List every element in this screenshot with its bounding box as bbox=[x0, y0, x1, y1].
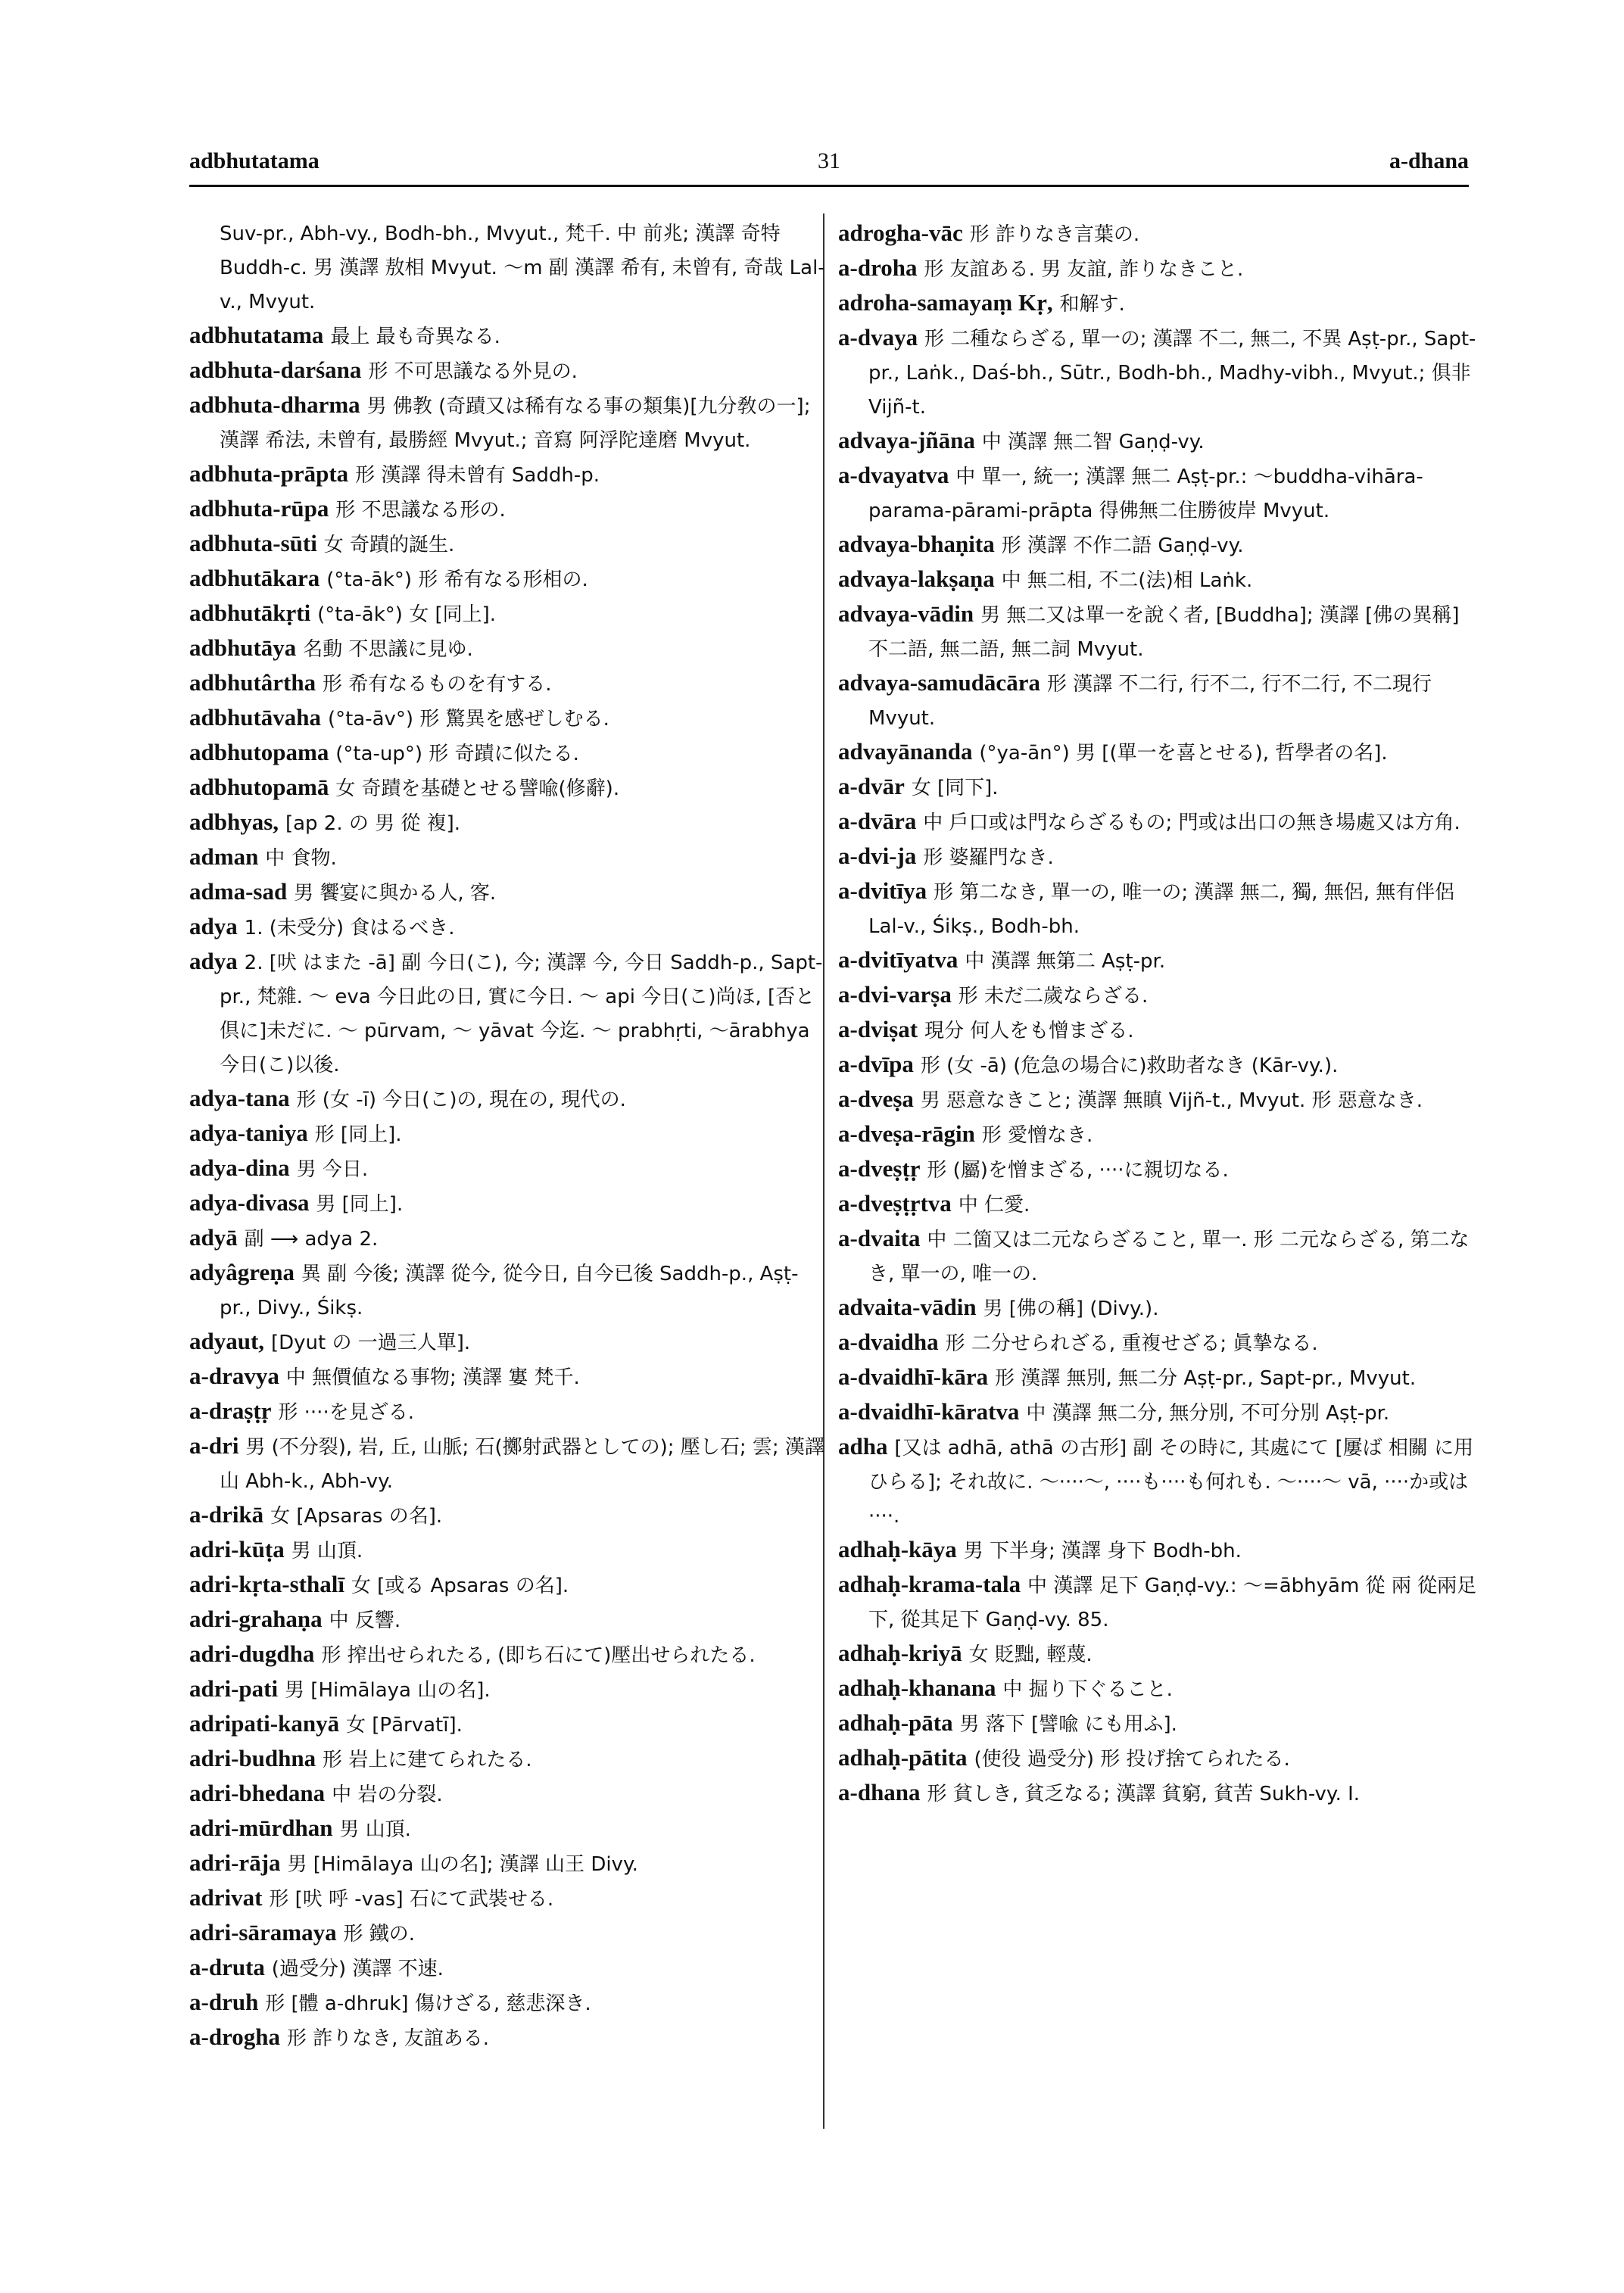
header-right-guideword: a-dhana bbox=[1389, 148, 1469, 173]
entry-definition: 形 友誼ある. 男 友誼, 詐りなきこと. bbox=[924, 258, 1244, 281]
dictionary-entry bbox=[189, 1951, 829, 1986]
entry-headword: adri-sāramaya bbox=[189, 1919, 337, 1946]
entry-definition: 形 第二なき, 單一の, 唯一の; 漢譯 無二, 獨, 無侶, 無有伴侶 Lal-v., Śikṣ., Bodh-bh. bbox=[868, 881, 1455, 938]
entry-definition: (°ta-āk°) 女 [同上]. bbox=[317, 603, 497, 626]
dictionary-entry bbox=[189, 492, 829, 527]
entry-headword: adman bbox=[189, 843, 259, 870]
entry-definition: 男 今日. bbox=[296, 1158, 369, 1181]
entry-definition: 女 奇蹟を基礎とせる譬喩(修辭). bbox=[335, 777, 620, 800]
entry-definition: (°ta-āk°) 形 希有なる形相の. bbox=[326, 569, 588, 591]
dictionary-entry bbox=[189, 1429, 829, 1498]
entry-definition: 中 戶口或は門ならざるもの; 門或は出口の無き場處又は方角. bbox=[923, 812, 1460, 834]
entry-headword: adbhutākṛti bbox=[189, 600, 311, 626]
entry-definition: 男 佛教 (奇蹟又は稀有なる事の類集)[九分敎の一]; 漢譯 希法, 未曾有, 最勝經 Mvyut.; 音寫 阿浮陀達磨 Mvyut. bbox=[220, 395, 811, 452]
entry-definition: Suv-pr., Abh-vy., Bodh-bh., Mvyut., 梵千. 中 前兆; 漢譯 奇特 Buddh-c. 男 漢譯 敖相 Mvyut. 〜m 副 漢譯 希有, 未曾有, 奇哉 Lal-v., Mvyut. bbox=[220, 223, 825, 313]
dictionary-entry bbox=[189, 875, 829, 910]
dictionary-entry bbox=[189, 457, 829, 492]
entry-definition: 現分 何人をも憎まざる. bbox=[924, 1020, 1134, 1042]
entry-headword: adri-kūṭa bbox=[189, 1536, 285, 1562]
entry-definition: 男 山頂. bbox=[291, 1540, 363, 1562]
entry-definition: 中 漢譯 無第二 Aṣṭ-pr. bbox=[965, 950, 1166, 973]
entry-definition: 男 落下 [譬喩 にも用ふ]. bbox=[959, 1713, 1177, 1736]
dictionary-entry bbox=[189, 597, 829, 631]
entry-headword: adbhuta-rūpa bbox=[189, 495, 329, 522]
entry-definition: 形 漢譯 無別, 無二分 Aṣṭ-pr., Sapt-pr., Mvyut. bbox=[995, 1367, 1417, 1390]
entry-definition: (°ta-āv°) 形 驚異を感ぜしむる. bbox=[327, 708, 609, 731]
header-rule bbox=[189, 185, 1469, 187]
entry-definition: 副 ⟶ adya 2. bbox=[244, 1228, 379, 1251]
right-column bbox=[838, 217, 1478, 1811]
entry-definition: 男 (不分裂), 岩, 丘, 山脈; 石(擲射武器としての); 壓し石; 雲; 漢譯 山 Abh-k., Abh-vy. bbox=[220, 1436, 824, 1493]
entry-headword: a-druta bbox=[189, 1954, 265, 1980]
entry-definition: 形 希有なるものを有する. bbox=[323, 673, 552, 696]
entry-headword: a-dvaidhī-kāra bbox=[838, 1363, 989, 1390]
entry-definition: 形 漢譯 不二行, 行不二, 行不二行, 不二現行 Mvyut. bbox=[868, 673, 1432, 730]
dictionary-entry bbox=[189, 736, 829, 771]
entry-headword: adya bbox=[189, 913, 238, 939]
dictionary-entry bbox=[838, 1637, 1478, 1671]
dictionary-entry bbox=[189, 771, 829, 805]
entry-headword: adyâgreṇa bbox=[189, 1259, 295, 1285]
dictionary-entry bbox=[189, 319, 829, 354]
entry-headword: adbhutāvaha bbox=[189, 704, 322, 731]
entry-headword: a-dvaidhī-kāratva bbox=[838, 1398, 1020, 1425]
entry-headword: advaya-lakṣaṇa bbox=[838, 565, 995, 592]
dictionary-entry bbox=[838, 459, 1478, 528]
entry-headword: adbhutopamā bbox=[189, 774, 329, 800]
entry-headword: adri-mūrdhan bbox=[189, 1815, 333, 1841]
dictionary-entry bbox=[838, 1117, 1478, 1152]
entry-headword: adbhutatama bbox=[189, 322, 324, 348]
entry-headword: advaita-vādin bbox=[838, 1294, 977, 1320]
dictionary-entry bbox=[189, 1742, 829, 1777]
entry-headword: adya bbox=[189, 948, 238, 974]
entry-definition: 形 [吠 呼 -vas] 石にて武裝せる. bbox=[269, 1888, 554, 1911]
entry-definition: 男 [Himālaya 山の名]; 漢譯 山王 Divy. bbox=[287, 1853, 638, 1876]
entry-definition: 形 ····を見ざる. bbox=[278, 1401, 414, 1424]
entry-definition: 形 愛憎なき. bbox=[981, 1124, 1093, 1147]
entry-definition: 形 貧しき, 貧乏なる; 漢譯 貧窮, 貧苦 Sukh-vy. I. bbox=[927, 1783, 1361, 1805]
entry-headword: adhaḥ-pāta bbox=[838, 1709, 953, 1736]
dictionary-entry bbox=[838, 1360, 1478, 1395]
dictionary-entry bbox=[838, 1326, 1478, 1360]
dictionary-entry bbox=[189, 701, 829, 736]
entry-definition: 中 仁愛. bbox=[958, 1194, 1030, 1217]
entry-headword: adyaut, bbox=[189, 1328, 265, 1354]
dictionary-entry bbox=[189, 1394, 829, 1429]
dictionary-entry bbox=[189, 1986, 829, 2020]
entry-headword: adya-divasa bbox=[189, 1189, 310, 1216]
dictionary-entry bbox=[189, 217, 829, 319]
dictionary-entry bbox=[838, 735, 1478, 770]
page-number: 31 bbox=[818, 148, 840, 173]
entry-definition: 最上 最も奇異なる. bbox=[330, 326, 500, 348]
dictionary-entry bbox=[838, 666, 1478, 735]
entry-headword: adri-pati bbox=[189, 1675, 279, 1702]
dictionary-entry bbox=[189, 1360, 829, 1394]
dictionary-entry bbox=[189, 354, 829, 388]
entry-headword: a-dvāra bbox=[838, 808, 917, 834]
entry-definition: 中 單一, 統一; 漢譯 無二 Aṣṭ-pr.: 〜buddha-vihāra-parama-pārami-prāpta 得佛無二住勝彼岸 Mvyut. bbox=[868, 466, 1423, 522]
entry-definition: 女 [或る Apsaras の名]. bbox=[351, 1575, 569, 1597]
entry-headword: adbhutopama bbox=[189, 739, 329, 765]
dictionary-entry bbox=[189, 1603, 829, 1637]
dictionary-entry bbox=[189, 1186, 829, 1221]
dictionary-entry bbox=[189, 1256, 829, 1325]
dictionary-entry bbox=[189, 1151, 829, 1186]
dictionary-entry bbox=[838, 1013, 1478, 1048]
dictionary-entry bbox=[189, 1846, 829, 1881]
entry-definition: [Dyut の 一過三人單]. bbox=[270, 1332, 471, 1354]
entry-definition: 形 (女 -ā) (危急の場合に)救助者なき (Kār-vy.). bbox=[920, 1055, 1339, 1077]
entry-definition: 異 副 今後; 漢譯 從今, 從今日, 自今已後 Saddh-p., Aṣṭ-pr., Divy., Śikṣ. bbox=[220, 1263, 799, 1319]
entry-definition: 男 下半身; 漢譯 身下 Bodh-bh. bbox=[963, 1540, 1242, 1562]
entry-definition: 中 二箇又は二元ならざること, 單一. 形 二元ならざる, 第二なき, 單一の, 唯一の. bbox=[868, 1229, 1470, 1285]
entry-definition: 中 食物. bbox=[265, 847, 337, 870]
running-header bbox=[189, 148, 1469, 186]
entry-definition: (°ya-ān°) 男 [(單一を喜とせる), 哲學者の名]. bbox=[979, 742, 1388, 765]
entry-definition: 中 漢譯 足下 Gaṇḍ-vy.: 〜=ābhyām 從 兩 從兩足下, 從其足下 Gaṇḍ-vy. 85. bbox=[868, 1575, 1477, 1631]
entry-definition: 形 搾出せられたる, (即ち石にて)壓出せられたる. bbox=[321, 1644, 756, 1667]
dictionary-entry bbox=[189, 805, 829, 840]
entry-headword: adri-rāja bbox=[189, 1849, 281, 1876]
entry-headword: adroha-samayaṃ Kṛ, bbox=[838, 289, 1053, 316]
dictionary-entry bbox=[838, 251, 1478, 286]
entry-headword: a-drogha bbox=[189, 2024, 281, 2050]
dictionary-entry bbox=[838, 1222, 1478, 1291]
entry-definition: 形 (屬)を憎まざる, ····に親切なる. bbox=[927, 1159, 1229, 1182]
entry-definition: 中 岩の分裂. bbox=[332, 1784, 443, 1806]
entry-definition: 中 無二相, 不二(法)相 Laṅk. bbox=[1001, 569, 1253, 592]
entry-headword: adbhuta-dharma bbox=[189, 391, 360, 418]
entry-headword: adma-sad bbox=[189, 878, 288, 905]
entry-headword: adri-kṛta-sthalī bbox=[189, 1571, 344, 1597]
entry-headword: advaya-samudācāra bbox=[838, 669, 1040, 696]
entry-definition: (過受分) 漢譯 不速. bbox=[271, 1958, 444, 1980]
dictionary-entry bbox=[189, 1881, 829, 1916]
entry-headword: adya-tana bbox=[189, 1085, 290, 1111]
entry-definition: 男 [Himālaya 山の名]. bbox=[285, 1679, 491, 1702]
dictionary-entry bbox=[838, 770, 1478, 805]
entry-definition: (使役 過受分) 形 投げ捨てられたる. bbox=[974, 1748, 1290, 1771]
dictionary-entry bbox=[838, 840, 1478, 874]
entry-definition: 2. [吠 はまた -ā] 副 今日(こ), 今; 漢譯 今, 今日 Saddh-p., Sapt-pr., 梵雜. 〜 eva 今日此の日, 實に今日. 〜 api 今日(こ)尚ほ, [否と倶に]未だに. 〜 pūrvam, 〜 yāvat 今迄. 〜 prabhṛti, 〜ārabhya 今日(こ)以後. bbox=[220, 952, 823, 1076]
dictionary-entry bbox=[838, 1671, 1478, 1706]
entry-definition: 女 貶黜, 輕蔑. bbox=[968, 1643, 1093, 1666]
entry-definition: 男 [佛の稱] (Divy.). bbox=[983, 1298, 1159, 1320]
entry-definition: 男 惡意なきこと; 漢譯 無瞋 Vijñ-t., Mvyut. 形 惡意なき. bbox=[920, 1089, 1423, 1112]
entry-definition: 形 婆羅門なき. bbox=[923, 846, 1054, 869]
entry-definition: 男 饗宴に與かる人, 客. bbox=[294, 882, 497, 905]
dictionary-entry bbox=[838, 321, 1478, 424]
dictionary-entry bbox=[189, 1325, 829, 1360]
dictionary-entry bbox=[838, 1187, 1478, 1222]
entry-headword: adrivat bbox=[189, 1884, 263, 1911]
dictionary-entry bbox=[189, 631, 829, 666]
entry-definition: 形 不思議なる形の. bbox=[335, 499, 506, 522]
entry-headword: a-dvi-ja bbox=[838, 843, 917, 869]
dictionary-entry bbox=[189, 562, 829, 597]
entry-definition: 中 漢譯 無二智 Gaṇḍ-vy. bbox=[981, 431, 1205, 453]
entry-headword: a-drikā bbox=[189, 1501, 264, 1528]
dictionary-entry bbox=[189, 1533, 829, 1568]
entry-headword: a-dvayatva bbox=[838, 462, 949, 488]
dictionary-entry bbox=[189, 1672, 829, 1707]
dictionary-entry bbox=[189, 666, 829, 701]
entry-headword: a-dvi-varṣa bbox=[838, 981, 952, 1008]
dictionary-entry bbox=[189, 388, 829, 457]
entry-headword: a-dviṣat bbox=[838, 1016, 918, 1042]
entry-headword: a-dveṣa-rāgin bbox=[838, 1120, 975, 1147]
entry-definition: (°ta-up°) 形 奇蹟に似たる. bbox=[335, 743, 579, 765]
dictionary-entry bbox=[838, 217, 1478, 251]
dictionary-entry bbox=[838, 943, 1478, 978]
dictionary-entry bbox=[189, 1082, 829, 1117]
dictionary-entry bbox=[838, 562, 1478, 597]
dictionary-entry bbox=[189, 2020, 829, 2055]
dictionary-entry bbox=[838, 1152, 1478, 1187]
entry-headword: adya-taniya bbox=[189, 1120, 308, 1146]
dictionary-entry bbox=[189, 1812, 829, 1846]
dictionary-entry bbox=[189, 1916, 829, 1951]
entry-definition: 形 詐りなき, 友誼ある. bbox=[286, 2027, 489, 2050]
dictionary-entry bbox=[189, 840, 829, 875]
entry-definition: 形 岩上に建てられたる. bbox=[323, 1749, 532, 1771]
dictionary-entry bbox=[189, 1117, 829, 1151]
entry-definition: 形 不可思議なる外見の. bbox=[368, 360, 578, 383]
entry-headword: a-dvitīya bbox=[838, 877, 927, 904]
dictionary-entry bbox=[838, 1741, 1478, 1776]
dictionary-entry bbox=[189, 1568, 829, 1603]
dictionary-entry bbox=[838, 1395, 1478, 1430]
entry-definition: 中 掘り下ぐること. bbox=[1002, 1678, 1173, 1701]
entry-definition: 形 漢譯 得未曾有 Saddh-p. bbox=[355, 464, 600, 487]
dictionary-entry bbox=[189, 1221, 829, 1256]
entry-definition: 中 漢譯 無二分, 無分別, 不可分別 Aṣṭ-pr. bbox=[1026, 1402, 1390, 1425]
dictionary-entry bbox=[838, 597, 1478, 666]
entry-definition: 女 [Apsaras の名]. bbox=[270, 1505, 443, 1528]
dictionary-entry bbox=[189, 527, 829, 562]
entry-definition: 形 二種ならざる, 單一の; 漢譯 不二, 無二, 不異 Aṣṭ-pr., Sapt-pr., Laṅk., Daś-bh., Sūtr., Bodh-bh., Madhy-vibh., Mvyut.; 俱非 Vijñ-t. bbox=[868, 328, 1476, 419]
dictionary-entry bbox=[838, 805, 1478, 840]
entry-headword: adha bbox=[838, 1433, 888, 1460]
entry-definition: 男 [同上]. bbox=[316, 1193, 404, 1216]
entry-definition: 形 未だ二歲ならざる. bbox=[958, 985, 1149, 1008]
entry-definition: 形 二分せられざる, 重複せざる; 眞摯なる. bbox=[945, 1332, 1318, 1355]
entry-headword: adhaḥ-khanana bbox=[838, 1675, 996, 1701]
entry-definition: 形 漢譯 不作二語 Gaṇḍ-vy. bbox=[1001, 534, 1244, 557]
entry-headword: a-droha bbox=[838, 254, 918, 281]
entry-headword: advayānanda bbox=[838, 738, 973, 765]
dictionary-entry bbox=[189, 910, 829, 945]
entry-headword: adrogha-vāc bbox=[838, 220, 963, 246]
dictionary-entry bbox=[838, 1048, 1478, 1083]
entry-definition: [又は adhā, athā の古形] 副 その時に, 其處にて [屢ば 相關 に用ひらる]; それ故に. 〜····〜, ····も····も何れも. 〜····〜 vā, ····か或は····. bbox=[868, 1437, 1474, 1528]
entry-definition: 女 [Pārvatī]. bbox=[346, 1714, 463, 1737]
entry-headword: a-dvīpa bbox=[838, 1051, 914, 1077]
dictionary-entry bbox=[189, 1777, 829, 1812]
entry-headword: a-dveṣa bbox=[838, 1086, 914, 1112]
entry-headword: advaya-jñāna bbox=[838, 427, 975, 453]
entry-headword: adyā bbox=[189, 1224, 238, 1251]
dictionary-entry bbox=[189, 1498, 829, 1533]
entry-headword: adhaḥ-pātita bbox=[838, 1744, 968, 1771]
dictionary-entry bbox=[838, 1291, 1478, 1326]
entry-definition: 名動 不思議に見ゆ. bbox=[303, 638, 473, 661]
entry-definition: 形 詐りなき言葉の. bbox=[969, 223, 1140, 246]
dictionary-entry bbox=[838, 528, 1478, 562]
dictionary-entry bbox=[189, 1637, 829, 1672]
entry-definition: 中 反響. bbox=[329, 1609, 401, 1632]
entry-headword: adri-dugdha bbox=[189, 1640, 315, 1667]
entry-definition: 女 奇蹟的誕生. bbox=[323, 534, 455, 556]
entry-headword: a-dhana bbox=[838, 1779, 921, 1805]
entry-headword: adri-budhna bbox=[189, 1745, 316, 1771]
entry-headword: adhaḥ-krama-tala bbox=[838, 1571, 1021, 1597]
dictionary-entry bbox=[838, 978, 1478, 1013]
left-column bbox=[189, 217, 829, 2055]
entry-headword: a-dvitīyatva bbox=[838, 946, 959, 973]
entry-headword: adbhutākara bbox=[189, 565, 320, 591]
dictionary-entry bbox=[838, 1776, 1478, 1811]
entry-definition: 形 [體 a-dhruk] 傷けざる, 慈悲深き. bbox=[265, 1992, 591, 2015]
entry-definition: 形 (女 -ī) 今日(こ)の, 現在の, 現代の. bbox=[296, 1089, 626, 1111]
entry-headword: a-dri bbox=[189, 1432, 239, 1459]
entry-headword: a-dveṣṭṛtva bbox=[838, 1190, 952, 1217]
entry-headword: adbhutāya bbox=[189, 634, 297, 661]
entry-headword: a-dvaidha bbox=[838, 1329, 939, 1355]
entry-headword: adbhuta-darśana bbox=[189, 357, 362, 383]
dictionary-entry bbox=[838, 1706, 1478, 1741]
entry-headword: adhaḥ-kriyā bbox=[838, 1640, 962, 1666]
entry-headword: a-draṣṭṛ bbox=[189, 1397, 272, 1424]
dictionary-entry bbox=[189, 945, 829, 1082]
entry-headword: adripati-kanyā bbox=[189, 1710, 340, 1737]
entry-definition: 形 [同上]. bbox=[314, 1123, 402, 1146]
entry-headword: adbhuta-prāpta bbox=[189, 460, 349, 487]
dictionary-entry bbox=[838, 286, 1478, 321]
entry-headword: adhaḥ-kāya bbox=[838, 1536, 957, 1562]
entry-headword: adya-dina bbox=[189, 1154, 290, 1181]
entry-definition: [ap 2. の 男 從 複]. bbox=[285, 812, 461, 835]
entry-headword: adri-bhedana bbox=[189, 1780, 326, 1806]
dictionary-entry bbox=[189, 1707, 829, 1742]
entry-headword: adbhuta-sūti bbox=[189, 530, 317, 556]
dictionary-entry bbox=[838, 1430, 1478, 1533]
entry-headword: adbhyas, bbox=[189, 808, 279, 835]
entry-definition: 形 鐵の. bbox=[343, 1923, 416, 1946]
entry-headword: a-dveṣṭṛ bbox=[838, 1155, 921, 1182]
dictionary-entry bbox=[838, 874, 1478, 943]
dictionary-entry bbox=[838, 1568, 1478, 1637]
entry-headword: a-dvār bbox=[838, 773, 905, 799]
entry-definition: 女 [同下]. bbox=[911, 777, 999, 799]
entry-headword: a-dvaita bbox=[838, 1225, 921, 1251]
entry-headword: adbhutârtha bbox=[189, 669, 316, 696]
header-left-guideword: adbhutatama bbox=[189, 148, 320, 173]
entry-headword: advaya-bhaṇita bbox=[838, 531, 995, 557]
dictionary-entry bbox=[838, 1083, 1478, 1117]
entry-headword: a-dvaya bbox=[838, 324, 918, 350]
entry-definition: 男 山頂. bbox=[339, 1818, 411, 1841]
entry-headword: a-druh bbox=[189, 1989, 259, 2015]
entry-definition: 中 無價値なる事物; 漢譯 寠 梵千. bbox=[285, 1366, 580, 1389]
dictionary-entry bbox=[838, 1533, 1478, 1568]
entry-headword: advaya-vādin bbox=[838, 600, 974, 627]
dictionary-entry bbox=[838, 424, 1478, 459]
entry-headword: adri-grahaṇa bbox=[189, 1606, 323, 1632]
entry-definition: 和解す. bbox=[1059, 293, 1125, 316]
entry-headword: a-dravya bbox=[189, 1363, 279, 1389]
entry-definition: 1. (未受分) 食はるべき. bbox=[244, 917, 455, 939]
entry-definition: 男 無二又は單一を說く者, [Buddha]; 漢譯 [佛の異稱] 不二語, 無二語, 無二詞 Mvyut. bbox=[868, 604, 1460, 661]
